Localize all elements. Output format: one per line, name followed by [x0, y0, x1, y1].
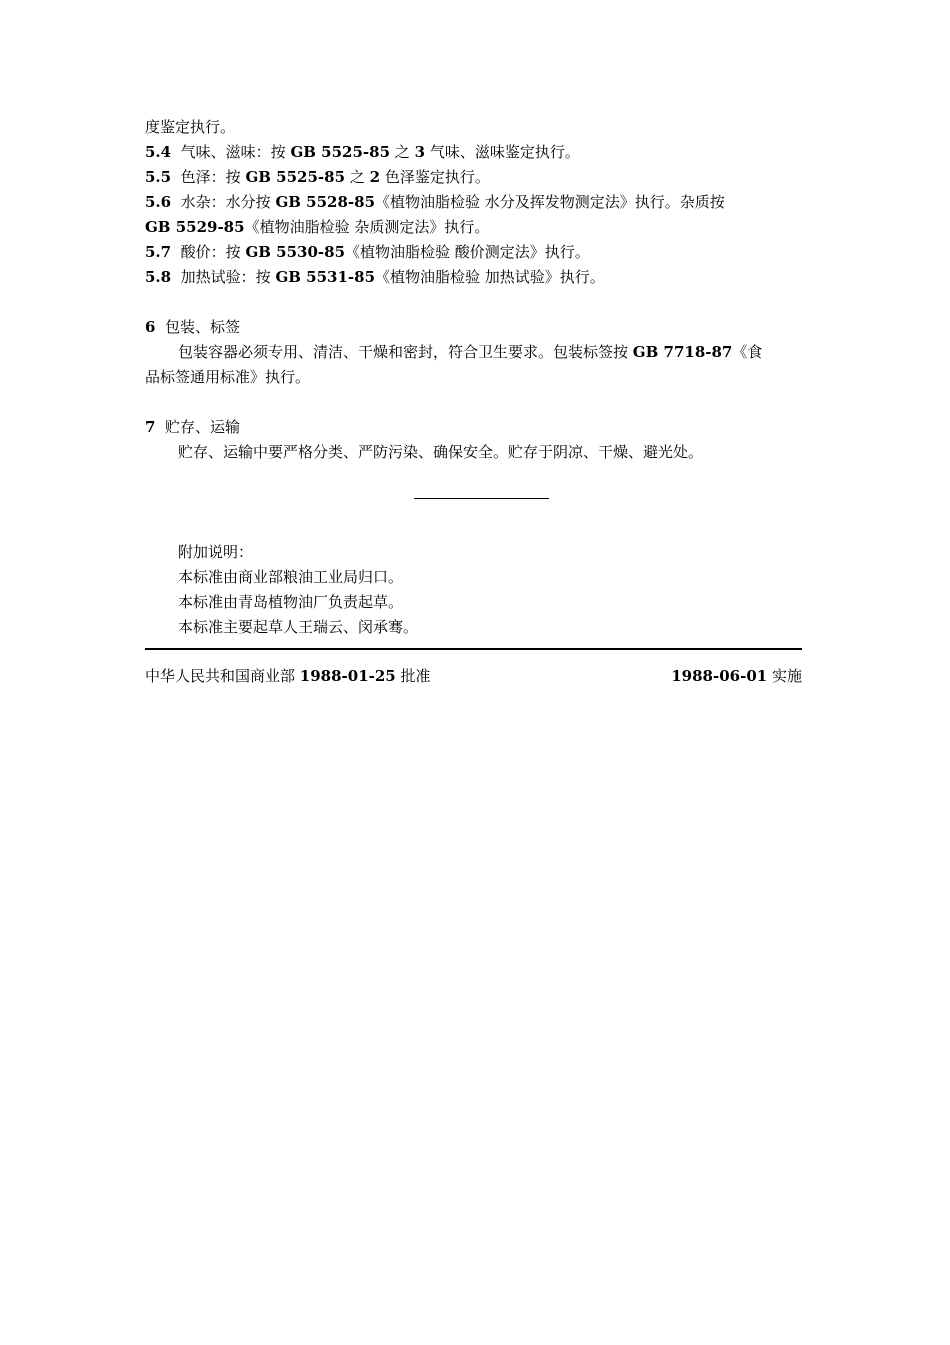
- clause-5-5: [145, 167, 805, 187]
- clause-text: 之: [394, 143, 410, 161]
- standard-code: GB 5525-85: [245, 168, 346, 186]
- notes-line: 本标准由青岛植物油厂负责起草。: [178, 593, 404, 611]
- clause-text: 色泽：按: [180, 168, 241, 186]
- section-title: 贮存、运输: [164, 418, 240, 436]
- clause-text: 色泽鉴定执行。: [384, 168, 490, 186]
- notes-heading: 附加说明：: [178, 543, 254, 561]
- section-6-paragraph: [178, 342, 808, 362]
- paragraph-text: 包装容器必须专用、清洁、干燥和密封，符合卫生要求。包装标签按: [178, 343, 629, 361]
- text-line: [145, 117, 805, 137]
- clause-number: 5.8: [145, 268, 172, 286]
- clause-text: 气味、滋味鉴定执行。: [429, 143, 580, 161]
- approval-date: 1988-01-25: [299, 667, 396, 685]
- standard-code: GB 7718-87: [632, 343, 733, 361]
- paragraph-text: 贮存、运输中要严格分类、严防污染、确保安全。贮存于阴凉、干燥、避光处。: [178, 443, 704, 461]
- section-7-heading: [145, 417, 805, 437]
- implementation-info: [671, 666, 802, 686]
- clause-5-8: [145, 267, 805, 287]
- footer-rule: [145, 648, 802, 650]
- approval-info: [145, 666, 431, 686]
- clause-text: 加热试验：按: [180, 268, 271, 286]
- clause-text: 酸价：按: [180, 243, 241, 261]
- paragraph-text: 《食: [732, 343, 763, 361]
- clause-5-6: [145, 192, 805, 212]
- item-number: 2: [369, 168, 381, 186]
- implementation-label: 实施: [771, 667, 802, 685]
- clause-text: 《植物油脂检验 加热试验》执行。: [375, 268, 605, 286]
- section-number: 6: [145, 318, 156, 336]
- clause-text: 气味、滋味：按: [180, 143, 286, 161]
- clause-text: 《植物油脂检验 水分及挥发物测定法》执行。杂质按: [375, 193, 725, 211]
- notes-line: 本标准由商业部粮油工业局归口。: [178, 568, 404, 586]
- clause-number: 5.5: [145, 168, 172, 186]
- clause-5-7: [145, 242, 805, 262]
- standard-code: GB 5531-85: [275, 268, 376, 286]
- standard-code: GB 5530-85: [245, 243, 346, 261]
- clause-number: 5.4: [145, 143, 172, 161]
- standard-code: GB 5525-85: [290, 143, 391, 161]
- standard-code: GB 5529-85: [145, 218, 245, 236]
- paragraph-continuation: 度鉴定执行。: [145, 118, 236, 136]
- section-title: 包装、标签: [164, 318, 240, 336]
- clause-5-6-cont: [145, 217, 805, 237]
- clause-number: 5.6: [145, 193, 172, 211]
- implementation-date: 1988-06-01: [671, 667, 768, 685]
- clause-text: 之: [349, 168, 365, 186]
- notes-line: 本标准主要起草人王瑞云、闵承骞。: [178, 618, 419, 636]
- clause-5-4: [145, 142, 805, 162]
- paragraph-text: 品标签通用标准》执行。: [145, 368, 311, 386]
- approval-label: 批准: [400, 667, 431, 685]
- section-6-paragraph-cont: [145, 367, 805, 387]
- end-rule: [414, 498, 549, 499]
- clause-text: 《植物油脂检验 杂质测定法》执行。: [244, 218, 490, 236]
- issuer: 中华人民共和国商业部: [145, 667, 296, 685]
- section-number: 7: [145, 418, 156, 436]
- section-6-heading: [145, 317, 805, 337]
- section-7-paragraph: [178, 442, 808, 462]
- clause-text: 水杂：水分按: [180, 193, 271, 211]
- item-number: 3: [414, 143, 426, 161]
- clause-text: 《植物油脂检验 酸价测定法》执行。: [345, 243, 590, 261]
- clause-number: 5.7: [145, 243, 172, 261]
- standard-code: GB 5528-85: [275, 193, 376, 211]
